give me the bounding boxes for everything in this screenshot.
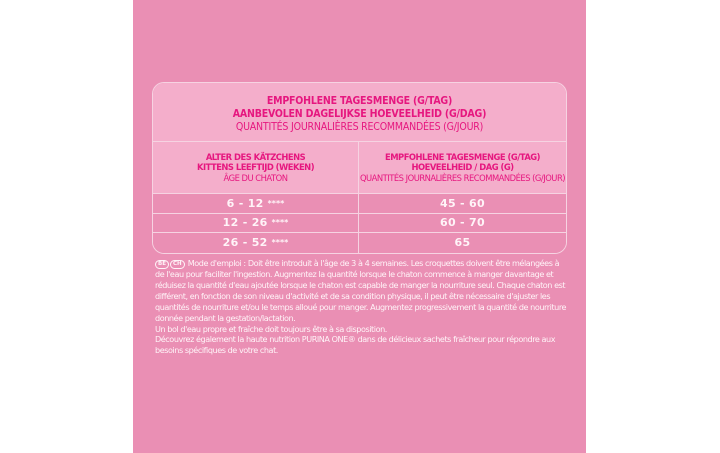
amount-cell: 45 - 60 (440, 196, 485, 210)
footnote-stars: **** (267, 198, 285, 208)
title-german: EMPFOHLENE TAGESMENGE (G/TAG) (266, 95, 453, 107)
col-age-dutch: KITTENS LEEFTIJD (WEKEN) (196, 162, 315, 173)
usage-instructions (155, 258, 567, 356)
switzerland-badge-icon: CH (170, 260, 185, 269)
table-row (153, 233, 566, 253)
footnote-stars: **** (271, 238, 289, 248)
column-header-amount (359, 142, 566, 193)
age-value: 12 - 26 (222, 216, 268, 230)
instructions-text: Mode d'emploi : Doit être introduit à l'âge de 3 à 4 semaines. Les croquettes doivent être mélangées à de l'eau pour faciliter l'ingestion. Augmentez la quantité lorsque le chaton commence à manger davantage et réduisez la quantité d'eau ajoutée lorsque le chaton est capable de manger la nourriture seul. Chaque chaton est différent, en fonction de son niveau d'activité et de sa condition physique, il peut être nécessaire d'ajuster les quantités de nourriture et/ou le temps alloué pour manger. Augmentez progressivement la quantité de nourriture donnée pendant la gestation/lactation. (155, 258, 567, 323)
table-row (153, 194, 566, 214)
column-header-age (153, 142, 359, 193)
age-cell (153, 194, 359, 213)
col-age-french: ÂGE DU CHATON (223, 172, 288, 183)
promo-note: Découvrez également la haute nutrition PURINA ONE® dans de délicieux sachets fraîcheur pour répondre aux besoins spécifiques de votre chat. (155, 334, 556, 356)
feeding-table (152, 82, 567, 254)
table-row (153, 214, 566, 234)
column-headers (153, 142, 566, 194)
age-cell (153, 214, 359, 233)
age-cell (153, 233, 359, 253)
amount-cell: 65 (454, 236, 471, 250)
col-age-german: ALTER DES KÄTZCHENS (205, 151, 306, 162)
footnote-stars: **** (271, 218, 289, 228)
amount-cell: 60 - 70 (440, 216, 485, 230)
title-french: QUANTITÉS JOURNALIÈRES RECOMMANDÉES (G/JOUR) (235, 121, 484, 133)
col-amount-german: EMPFOHLENE TAGESMENGE (G/TAG) (385, 151, 540, 162)
belgium-badge-icon: BE (155, 260, 169, 269)
age-value: 26 - 52 (222, 236, 268, 250)
water-note: Un bol d'eau propre et fraîche doit toujours être à sa disposition. (155, 323, 387, 334)
feeding-table-title (153, 83, 566, 142)
instructions-paragraph (155, 258, 567, 324)
age-value: 6 - 12 (226, 196, 264, 210)
title-dutch: AANBEVOLEN DAGELIJKSE HOEVEELHEID (G/DAG) (232, 108, 487, 120)
col-amount-dutch: HOEVEELHEID / DAG (G) (411, 162, 514, 173)
col-amount-french: QUANTITÉS JOURNALIÈRES RECOMMANDÉES (G/JOUR) (359, 172, 566, 183)
